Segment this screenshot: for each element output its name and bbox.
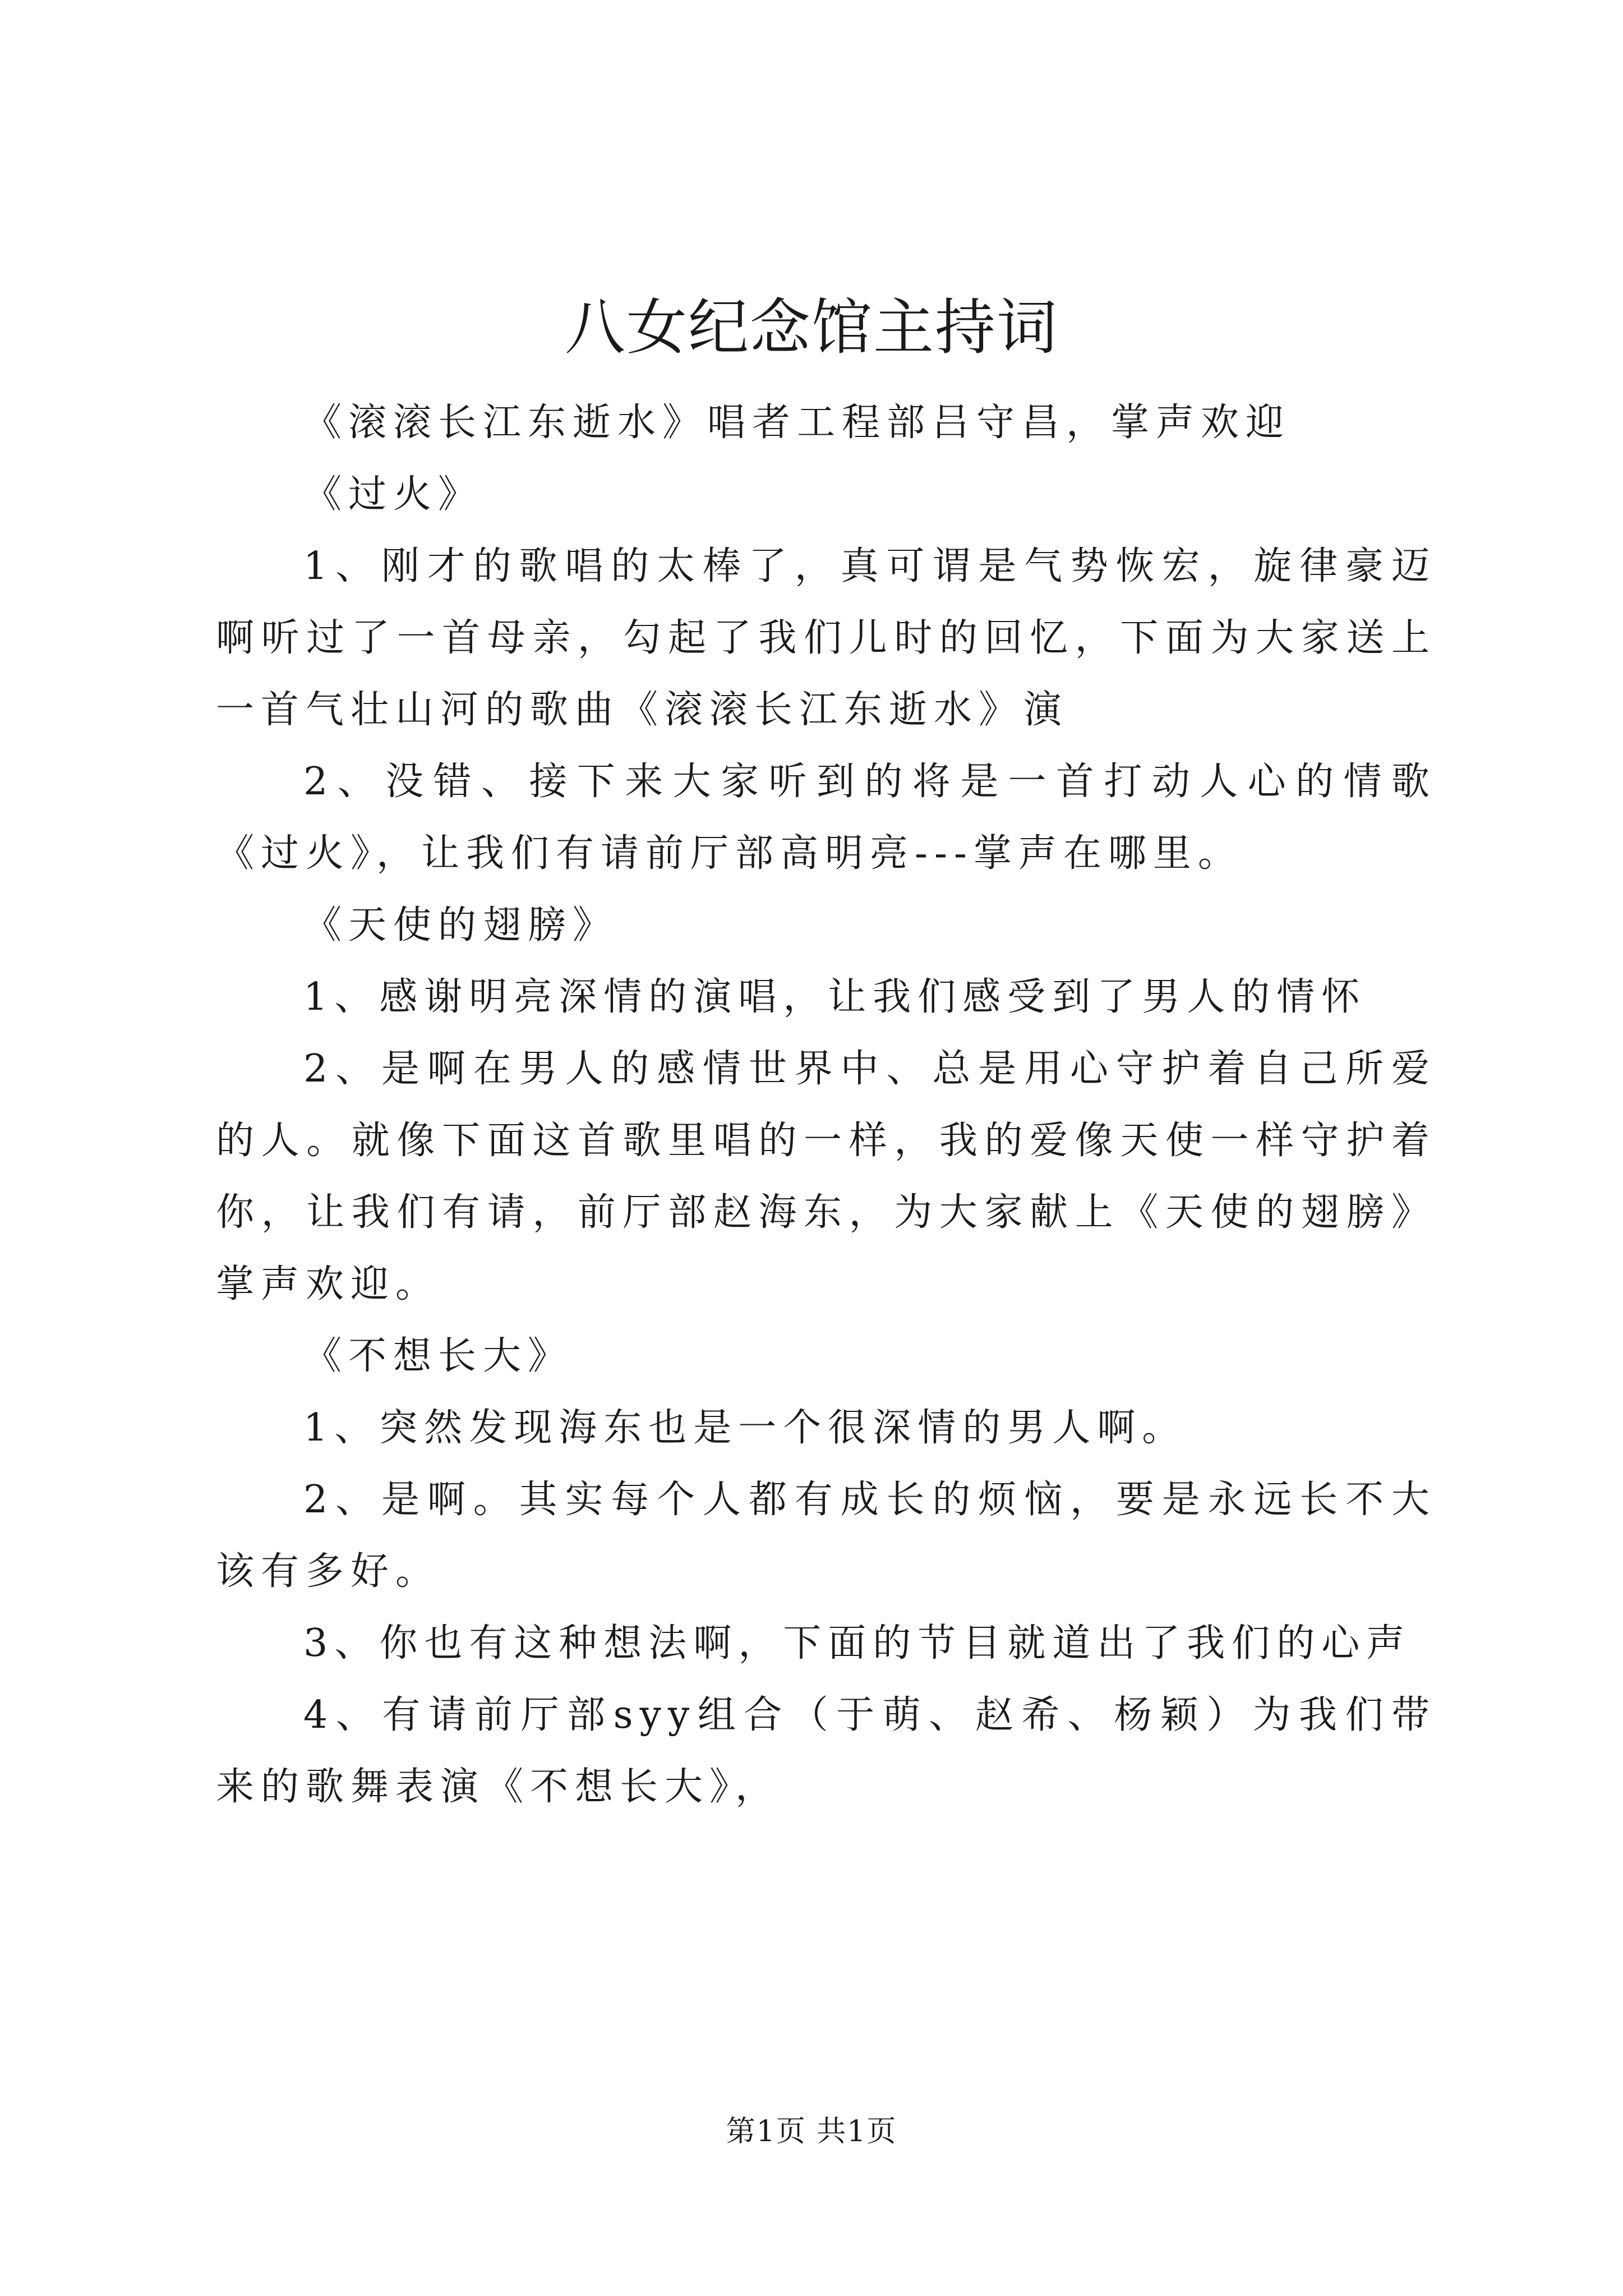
document-body <box>216 387 1436 1823</box>
paragraph-11: 3、你也有这种想法啊，下面的节目就道出了我们的心声 <box>303 1621 1412 1665</box>
page-footer: 第1页 共1页 <box>726 2115 897 2148</box>
paragraph-3: 1、刚才的歌唱的太棒了，真可谓是气势恢宏，旋律豪迈啊听过了一首母亲，勾起了我们儿时的回忆，下面为大家送上一首气壮山河的歌曲《滚滚长江东逝水》演 <box>216 544 1436 732</box>
paragraph-9: 1、突然发现海东也是一个很深情的男人啊。 <box>303 1406 1187 1450</box>
paragraph-6: 1、感谢明亮深情的演唱，让我们感受到了男人的情怀 <box>303 975 1367 1019</box>
paragraph-12: 4、有请前厅部syy组合（于萌、赵希、杨颖）为我们带来的歌舞表演《不想长大》， <box>216 1693 1436 1809</box>
paragraph-4: 2、没错、接下来大家听到的将是一首打动人心的情歌《过火》，让我们有请前厅部高明亮---掌声在哪里。 <box>216 760 1436 876</box>
document-title: 八女纪念馆主持词 <box>564 293 1058 363</box>
paragraph-1: 《滚滚长江东逝水》唱者工程部吕守昌，掌声欢迎 <box>303 401 1291 445</box>
paragraph-10: 2、是啊。其实每个人都有成长的烦恼，要是永远长不大该有多好。 <box>216 1478 1436 1594</box>
paragraph-2: 《过火》 <box>303 472 483 517</box>
paragraph-7: 2、是啊在男人的感情世界中、总是用心守护着自己所爱的人。就像下面这首歌里唱的一样，我的爱像天使一样守护着你，让我们有请，前厅部赵海东，为大家献上《天使的翅膀》掌声欢迎。 <box>216 1047 1436 1306</box>
paragraph-8: 《不想长大》 <box>303 1334 573 1378</box>
paragraph-5: 《天使的翅膀》 <box>303 903 618 947</box>
